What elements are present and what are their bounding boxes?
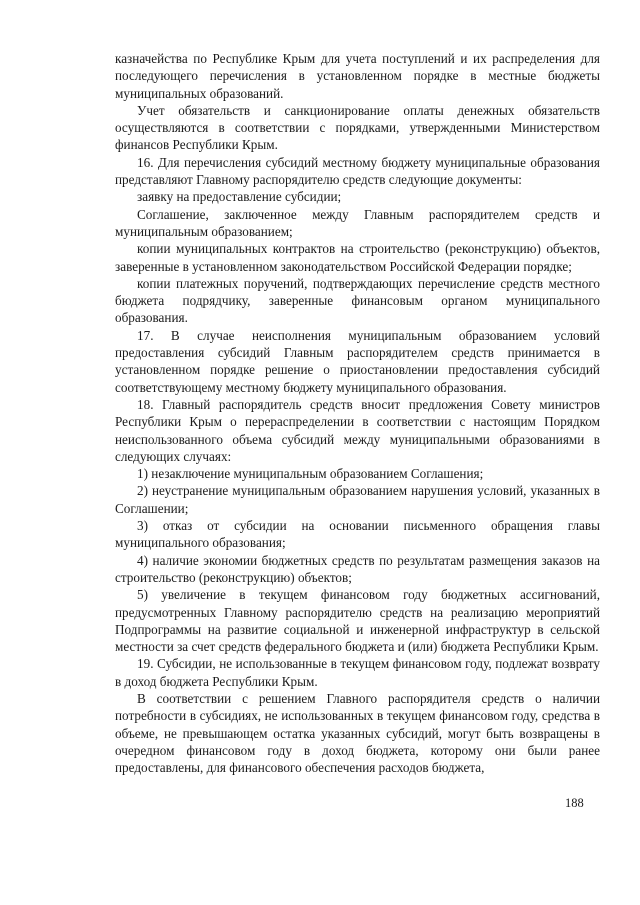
list-item-payment-orders: копии платежных поручений, подтверждающих перечисление средств местного бюджета подрядчику, заверенные финансовым органом муниципального образования. [115, 275, 600, 326]
paragraph-18: 18. Главный распорядитель средств вносит предложения Совету министров Республики Крым о перераспределении в соответствии с настоящим Порядком неиспользованного объема субсидий между муниципальными образованиями в следующих случаях: [115, 396, 600, 464]
list-item-case-2: 2) неустранение муниципальным образованием нарушения условий, указанных в Соглашении; [115, 483, 600, 516]
paragraph-obligations-accounting: Учет обязательств и санкционирование оплаты денежных обязательств осуществляются в соответствии с порядками, утвержденными Министерством финансов Республики Крым. [115, 102, 600, 153]
list-item-agreement: Соглашение, заключенное между Главным распорядителем средств и муниципальным образованием; [115, 206, 600, 239]
document-body [115, 50, 600, 776]
paragraph-16: 16. Для перечисления субсидий местному бюджету муниципальные образования представляют Главному распорядителю средств следующие документы: [115, 154, 600, 188]
list-item-case-1: 1) незаключение муниципальным образованием Соглашения; [137, 466, 484, 482]
paragraph-19: 19. Субсидии, не использованные в текущем финансовом году, подлежат возврату в доход бюджета Республики Крым. [115, 656, 600, 689]
paragraph-17: 17. В случае неисполнения муниципальным образованием условий предоставления субсидий Главным распорядителем средств принимается в установленном порядке решение о приостановлении предоставления субсидий соответствующему местному бюджету муниципального образования. [115, 327, 600, 395]
list-item-case-4: 4) наличие экономии бюджетных средств по результатам размещения заказов на строительство (реконструкцию) объектов; [115, 552, 600, 585]
paragraph-return-funds: В соответствии с решением Главного распорядителя средств о наличии потребности в субсидиях, не использованных в текущем финансовом году, средства в объеме, не превышающем остатка указанных субсидий, могут быть возвращены в очередном финансовом году в доход бюджета, которому они были ранее предоставлены, для финансового обеспечения расходов бюджета, [115, 690, 600, 776]
list-item-contracts: копии муниципальных контрактов на строительство (реконструкцию) объектов, заверенные в установленном законодательством Российской Федерации порядке; [115, 241, 600, 274]
paragraph-continuation: казначейства по Республике Крым для учета поступлений и их распределения для последующего перечисления в установленном порядке в местные бюджеты муниципальных образований. [115, 51, 600, 101]
page-number: 188 [565, 796, 584, 810]
list-item-case-3: 3) отказ от субсидии на основании письменного обращения главы муниципального образования; [115, 518, 600, 551]
list-item-case-5: 5) увеличение в текущем финансовом году бюджетных ассигнований, предусмотренных Главному распорядителю средств на реализацию мероприятий Подпрограммы на развитие социальной и инженерной инфраструктур в сельской местности за счет средств федерального бюджета и (или) бюджета Республики Крым. [115, 587, 600, 655]
list-item-application: заявку на предоставление субсидии; [137, 189, 342, 205]
